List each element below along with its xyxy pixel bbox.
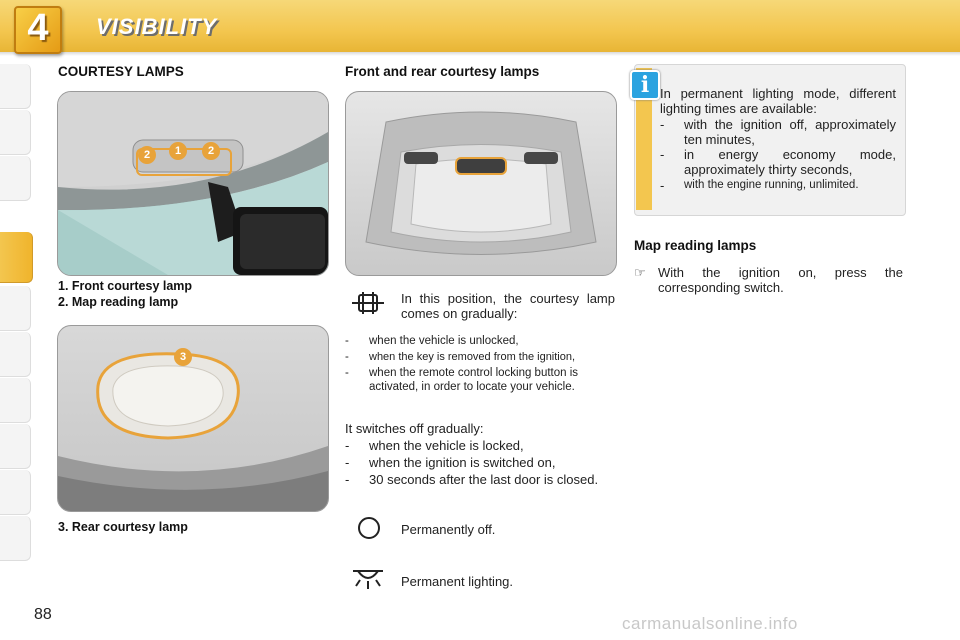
chapter-tab[interactable]	[0, 156, 31, 201]
chapter-tab[interactable]	[0, 516, 31, 561]
legend-item-1: 1. Front courtesy lamp	[58, 279, 193, 293]
front-interior-illustration	[58, 92, 328, 275]
chapter-tab[interactable]	[0, 470, 31, 515]
rear-interior-illustration	[58, 326, 328, 511]
callout-front-courtesy: 1	[169, 142, 187, 160]
lamp-off-label: Permanently off.	[401, 522, 496, 537]
front-courtesy-lamp-photo	[57, 91, 329, 276]
list-item-text: 30 seconds after the last door is closed.	[369, 472, 599, 487]
list-item-text: in energy economy mode, approximately thirty seconds,	[684, 147, 896, 177]
off-intro: It switches off gradually:	[345, 421, 484, 436]
list-item-text: with the ignition off, approximately ten minutes,	[684, 117, 896, 147]
callout-map-reading-right: 2	[202, 142, 220, 160]
front-rear-lamp-photo	[345, 91, 617, 276]
rear-courtesy-lamp-photo	[57, 325, 329, 512]
door-mode-description: In this position, the courtesy lamp comes on gradually:	[401, 291, 615, 321]
chapter-tab[interactable]	[0, 378, 31, 423]
list-item-text: when the ignition is switched on,	[369, 455, 556, 470]
door-mode-switch-icon	[350, 290, 386, 316]
chapter-tab[interactable]	[0, 64, 31, 109]
list-item-text: when the remote control locking button is activated, in order to locate your vehicle.	[369, 367, 579, 393]
list-item-text: with the engine running, unlimited.	[684, 179, 859, 191]
map-lamp-instruction: With the ignition on, press the corresponding switch.	[658, 265, 903, 295]
chapter-tab[interactable]	[0, 332, 31, 377]
chapter-tab[interactable]	[0, 424, 31, 469]
page-number: 88	[34, 606, 52, 623]
chapter-tab-active[interactable]	[0, 232, 33, 283]
watermark: carmanualsonline.info	[622, 614, 798, 633]
chapter-number: 4	[27, 7, 49, 49]
legend-item-3: 3. Rear courtesy lamp	[58, 520, 188, 534]
chapter-title: VISIBILITY	[96, 14, 218, 39]
section-title-courtesy-lamps: COURTESY LAMPS	[58, 64, 184, 79]
list-item-text: when the vehicle is unlocked,	[369, 335, 519, 347]
list-item-text: when the key is removed from the ignition,	[369, 351, 576, 363]
list-item-text: when the vehicle is locked,	[369, 438, 524, 453]
chapter-tabs	[0, 64, 30, 574]
lamp-unit-illustration	[346, 92, 616, 275]
chapter-tab[interactable]	[0, 286, 31, 331]
lamp-on-icon	[350, 567, 386, 593]
info-icon: i	[630, 70, 660, 100]
info-intro: In permanent lighting mode, different lighting times are available:	[660, 86, 896, 116]
section-title-map-reading-lamps: Map reading lamps	[634, 238, 757, 253]
lamp-on-label: Permanent lighting.	[401, 574, 514, 589]
pointing-hand-icon: ☞	[634, 265, 646, 280]
callout-rear-courtesy: 3	[174, 348, 192, 366]
chapter-tab[interactable]	[0, 110, 31, 155]
callout-map-reading-left: 2	[138, 146, 156, 164]
legend-item-2: 2. Map reading lamp	[58, 295, 179, 309]
section-title-front-rear-lamps: Front and rear courtesy lamps	[345, 64, 540, 79]
lamp-off-icon	[356, 515, 382, 541]
